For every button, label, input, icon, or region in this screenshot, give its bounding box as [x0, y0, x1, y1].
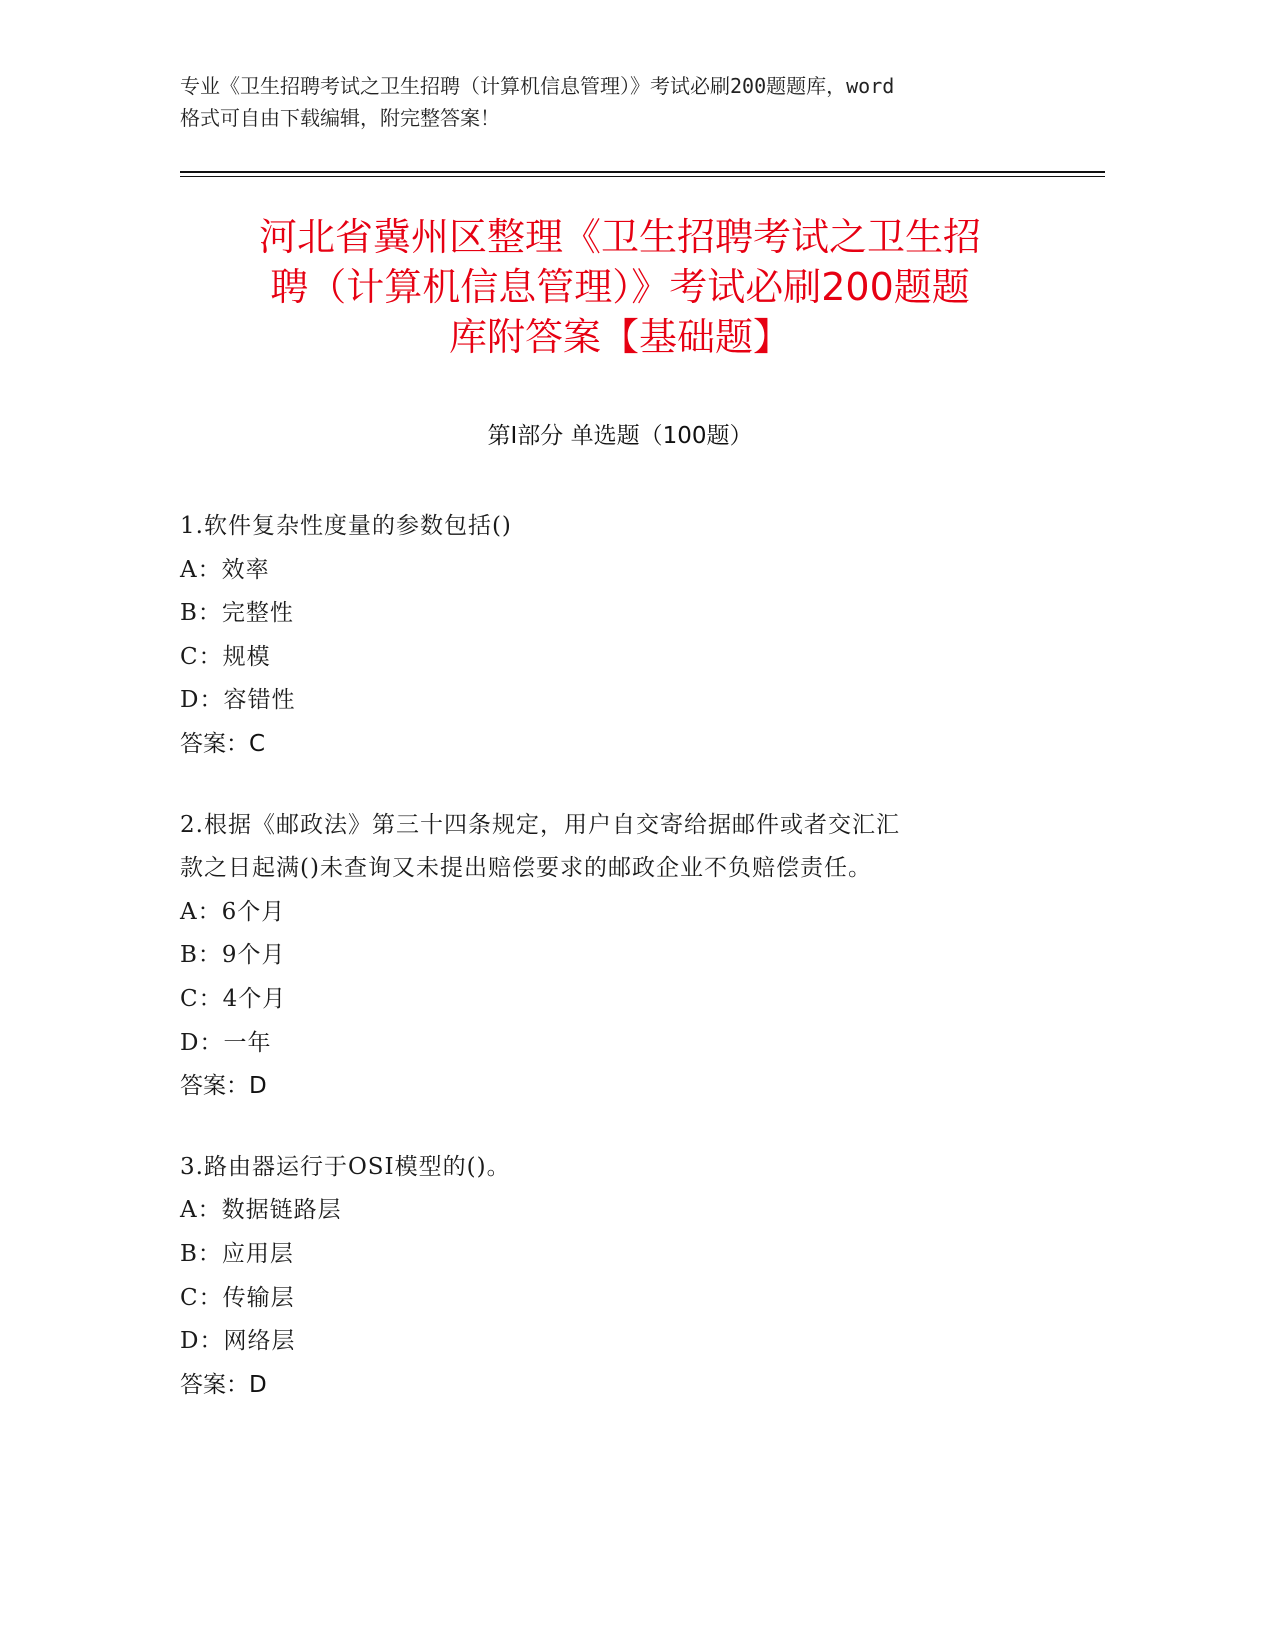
section-title: 第Ⅰ部分 单选题（100题） — [487, 423, 753, 449]
document-title-line-2: 聘（计算机信息管理）》考试必刷200题题 — [270, 265, 970, 309]
question-1 — [180, 505, 1060, 767]
document-title-line-1: 河北省冀州区整理《卫生招聘考试之卫生招 — [258, 215, 981, 259]
option-c: C：规模 — [180, 643, 271, 670]
option-a: A：6个月 — [180, 898, 286, 925]
question-stem-line-1: 2.根据《邮政法》第三十四条规定，用户自交寄给据邮件或者交汇汇 — [180, 811, 900, 838]
option-c: C：传输层 — [180, 1284, 295, 1311]
header-note — [180, 70, 1060, 134]
question-stem: 3.路由器运行于OSI模型的()。 — [180, 1153, 511, 1180]
option-b: B：9个月 — [180, 942, 286, 969]
option-a: A：效率 — [180, 556, 270, 583]
header-rule-thick — [180, 171, 1105, 173]
option-c: C：4个月 — [180, 985, 287, 1012]
question-3 — [180, 1146, 1060, 1408]
option-a: A：数据链路层 — [180, 1197, 342, 1224]
option-d: D：网络层 — [180, 1328, 296, 1355]
option-d: D：容错性 — [180, 687, 296, 714]
document-title — [180, 212, 1060, 362]
question-stem-line-2: 款之日起满()未查询又未提出赔偿要求的邮政企业不负赔偿责任。 — [180, 855, 872, 882]
option-b: B：应用层 — [180, 1240, 294, 1267]
answer: 答案：D — [180, 1371, 267, 1398]
answer: 答案：D — [180, 1073, 267, 1100]
header-note-line-1: 专业《卫生招聘考试之卫生招聘（计算机信息管理）》考试必刷200题题库，word — [180, 74, 895, 98]
header-rule-thin — [180, 176, 1105, 177]
document-title-line-3: 库附答案【基础题】 — [448, 315, 791, 359]
header-note-line-2: 格式可自由下载编辑，附完整答案！ — [180, 106, 500, 130]
answer: 答案：C — [180, 730, 266, 757]
question-stem: 1.软件复杂性度量的参数包括() — [180, 513, 512, 539]
question-2 — [180, 804, 1060, 1109]
option-b: B：完整性 — [180, 600, 294, 627]
question-list — [180, 505, 1060, 1444]
option-d: D：一年 — [180, 1029, 272, 1056]
